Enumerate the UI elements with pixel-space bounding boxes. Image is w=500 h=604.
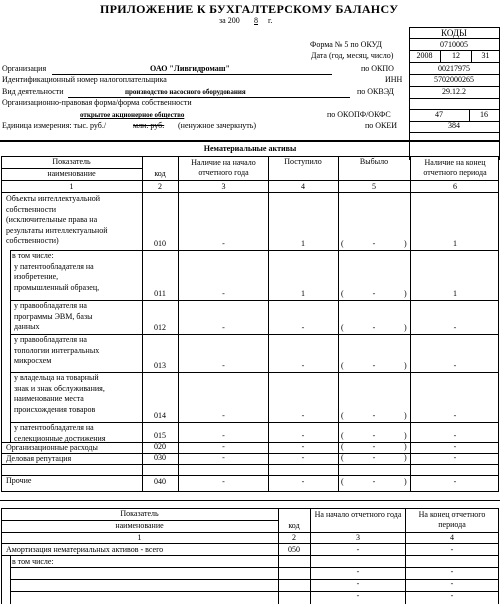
s2-header-divider <box>1 532 499 533</box>
s1-row-paren-close: ) <box>404 477 407 486</box>
s2-subrow-start: - <box>356 591 360 600</box>
s1-colnum-3: 3 <box>221 182 226 191</box>
s1-row-paren-open: ( <box>341 453 344 462</box>
s1-row-received: - <box>301 323 305 332</box>
date-day: 31 <box>481 51 490 60</box>
inn-text: Идентификационный номер налогоплательщика <box>2 75 167 84</box>
s1-row-paren-close: ) <box>404 239 407 248</box>
s1-colnum-6: 6 <box>453 182 457 191</box>
s1-row-retired: - <box>372 239 376 248</box>
org-name: ОАО "Ливгидромаш" <box>150 64 230 73</box>
s1-row-start: - <box>222 239 225 248</box>
s1-row-paren-close: ) <box>404 431 407 440</box>
s1-row-paren-close: ) <box>404 453 407 462</box>
s1-indicator-divider <box>1 168 142 169</box>
s1-row-retired: - <box>372 361 376 370</box>
s1-row-code: 013 <box>154 361 166 370</box>
period-prefix: за 200 <box>219 16 240 25</box>
s1-row-label: Объекты интеллектуальной <box>6 194 101 203</box>
s1-row-label: данных <box>14 322 40 331</box>
s1-row-retired: - <box>372 411 376 420</box>
s1-row-label: собственности <box>6 204 57 214</box>
s1-row-received: - <box>301 442 305 451</box>
activity-value: производство насосного оборудования <box>125 88 246 96</box>
amortization-start: - <box>356 545 360 554</box>
s2-indicator-divider <box>1 520 278 521</box>
s1-row-paren-close: ) <box>404 323 407 332</box>
s2-subrow-end: - <box>450 567 454 576</box>
okei-label: по ОКЕИ <box>365 121 398 130</box>
s1-indent-line <box>10 250 11 442</box>
s1-row-label: результаты интеллектуальной <box>6 225 108 235</box>
s1-header-divider <box>1 180 499 181</box>
s1-row-end: - <box>453 411 457 420</box>
s2-col-start: На начало отчетного года <box>314 510 402 519</box>
s2-numbers-divider <box>1 543 499 544</box>
s1-row-label: у правообладателя на <box>14 335 87 344</box>
s1-colnum-1: 1 <box>69 182 74 191</box>
s2-colnum-2: 2 <box>292 533 296 542</box>
s2-row-divider <box>1 555 499 556</box>
s1-col-code: код <box>154 169 166 178</box>
s2-col-code: код <box>288 521 300 530</box>
unit-text-1: Единица измерения: тыс. руб./ <box>2 121 107 130</box>
okfs-value: 16 <box>480 110 488 119</box>
inn-label: ИНН <box>385 75 403 84</box>
s1-col-end: Наличие на конец отчетного периода <box>423 158 487 177</box>
s2-colnum-4: 4 <box>450 533 454 542</box>
amortization-end: - <box>450 545 454 554</box>
s1-row-paren-open: ( <box>341 411 344 420</box>
okved-label: по ОКВЭД <box>357 87 394 96</box>
s1-row-paren-open: ( <box>341 477 344 486</box>
s1-row-retired: - <box>372 477 376 486</box>
s1-row-start: - <box>222 361 225 370</box>
s1-colnum-2: 2 <box>158 182 162 191</box>
s1-row-end: - <box>453 431 457 440</box>
s1-row-divider <box>1 475 499 476</box>
s1-row-paren-open: ( <box>341 361 344 370</box>
legal-form-value: открытое акционерное общество <box>80 111 185 119</box>
s1-row-end: - <box>453 477 457 486</box>
s1-row-received: - <box>301 453 305 462</box>
s1-col-start: Наличие на начало отчетного года <box>191 158 256 177</box>
s1-row-received: - <box>301 411 305 420</box>
s1-row-paren-close: ) <box>404 361 407 370</box>
okud-label: Форма № 5 по ОКУД <box>310 40 382 49</box>
s1-row-label: (исключительные права на <box>6 215 98 224</box>
s1-row-paren-open: ( <box>341 289 344 298</box>
s1-row-label: наименование места <box>14 394 84 403</box>
s1-row-start: - <box>222 477 225 486</box>
s1-row-label: программы ЭВМ, базы <box>14 311 93 321</box>
s1-row-label: у владельца на товарный <box>14 373 99 382</box>
s1-row-retired: - <box>372 453 376 462</box>
period-year: 8 <box>254 16 258 25</box>
s1-row-code: 020 <box>154 442 166 451</box>
s1-row-paren-open: ( <box>341 323 344 332</box>
s2-col-divider <box>278 508 279 604</box>
period-suffix: г. <box>268 16 273 25</box>
s1-row-label: у правообладателя на <box>14 301 87 310</box>
s1-row-divider <box>1 464 499 465</box>
s2-subrow-end: - <box>450 579 454 588</box>
s1-row-paren-open: ( <box>341 431 344 440</box>
s2-col-indicator: Показатель <box>120 509 159 518</box>
s1-row-received: - <box>301 361 305 370</box>
s1-row-end: 1 <box>453 289 457 298</box>
s1-row-received: 1 <box>301 289 305 298</box>
s1-row-end: - <box>453 323 457 332</box>
s1-row-paren-open: ( <box>341 239 344 248</box>
unit-text-2: (ненужное зачеркнуть) <box>178 121 257 130</box>
legal-form-label: Организационно-правовая форма/форма собственности <box>2 98 192 107</box>
s1-row-end: - <box>453 361 457 370</box>
date-year: 2008 <box>416 51 433 60</box>
s1-row-start: - <box>222 453 225 462</box>
codes-label: КОДЫ <box>441 28 467 38</box>
s1-row-code: 030 <box>154 453 166 462</box>
s1-row-label: Организационные расходы <box>6 443 98 452</box>
s1-row-start: - <box>222 411 225 420</box>
s1-row-label: у патентообладателя на <box>14 423 94 432</box>
s1-row-label: Прочие <box>6 476 32 485</box>
s1-row-retired: - <box>372 431 376 440</box>
s2-subrow-start: - <box>356 579 360 588</box>
s1-row-received: - <box>301 477 305 486</box>
s1-col-indicator: Показатель <box>52 157 91 166</box>
including-label: в том числе: <box>12 557 54 566</box>
s1-col-retired: Выбыло <box>359 157 389 166</box>
s2-col-end: На конец отчетного периода <box>418 510 486 529</box>
s2-subrow-end: - <box>450 591 454 600</box>
s1-row-start: - <box>222 289 225 298</box>
s1-row-code: 012 <box>154 323 166 332</box>
s1-row-label: у патентообладателя на <box>14 261 94 271</box>
okpo-label: по ОКПО <box>361 64 394 73</box>
s1-col-name: наименование <box>47 169 96 178</box>
s1-row-received: - <box>301 431 305 440</box>
s1-row-label: микросхем <box>14 356 52 365</box>
s1-row-received: 1 <box>301 239 305 248</box>
s2-col-name: наименование <box>115 521 164 530</box>
section1-title: Нематериальные активы <box>203 144 297 153</box>
s2-subrow-start: - <box>356 567 360 576</box>
s1-row-code: 040 <box>154 477 166 486</box>
s1-row-label: промышленный образец, <box>14 282 100 292</box>
s1-row-label: Деловая репутация <box>6 454 72 463</box>
s1-row-paren-open: ( <box>341 442 344 451</box>
s1-colnum-5: 5 <box>372 182 376 191</box>
date-label: Дата (год, месяц, число) <box>311 51 394 60</box>
s1-numbers-divider <box>1 192 499 193</box>
s1-row-start: - <box>222 431 225 440</box>
unit-text-strike: млн. руб. <box>133 121 165 130</box>
okei-value: 384 <box>448 121 460 130</box>
okved-value: 29.12.2 <box>442 87 466 96</box>
page-title: ПРИЛОЖЕНИЕ К БУХГАЛТЕРСКОМУ БАЛАНСУ <box>100 2 399 16</box>
activity-label: Вид деятельности <box>2 87 64 96</box>
s1-row-label: происхождения товаров <box>14 404 96 414</box>
okpo-value: 00217975 <box>438 64 470 73</box>
s1-row-code: 015 <box>154 431 166 440</box>
amortization-code: 050 <box>288 545 300 554</box>
amortization-label: Амортизация нематериальных активов - всего <box>6 545 164 554</box>
s1-row-retired: - <box>372 289 376 298</box>
s1-row-label: собственности) <box>6 236 59 245</box>
okud-value: 0710005 <box>440 40 468 49</box>
s1-row-label: в том числе: <box>12 251 54 260</box>
s1-row-start: - <box>222 323 225 332</box>
s1-row-label: топологии интегральных <box>14 345 100 355</box>
s1-row-paren-close: ) <box>404 442 407 451</box>
s2-colnum-1: 1 <box>137 533 142 542</box>
s1-row-end: - <box>453 442 457 451</box>
s1-row-paren-close: ) <box>404 411 407 420</box>
s1-row-divider <box>10 250 499 251</box>
s1-colnum-4: 4 <box>301 182 305 191</box>
s2-colnum-3: 3 <box>356 533 360 542</box>
s2-col-divider <box>405 508 406 604</box>
date-month: 12 <box>452 51 460 60</box>
s1-row-code: 010 <box>154 239 166 248</box>
s1-row-label: селекционные достижения <box>14 433 106 443</box>
s1-row-retired: - <box>372 442 376 451</box>
s1-row-paren-close: ) <box>404 289 407 298</box>
s1-row-end: - <box>453 453 457 462</box>
s1-row-code: 014 <box>154 411 166 420</box>
s1-row-label: знак и знак обслуживания, <box>14 383 105 393</box>
okopf-value: 47 <box>435 110 443 119</box>
s1-row-end: 1 <box>453 239 457 248</box>
okopf-label: по ОКОПФ/ОКФС <box>327 110 391 119</box>
s1-col-received: Поступило <box>284 157 322 166</box>
s1-row-code: 011 <box>154 289 166 298</box>
s1-row-retired: - <box>372 323 376 332</box>
s1-row-start: - <box>222 442 225 451</box>
s2-col-divider <box>310 508 311 604</box>
inn-value: 5702000265 <box>434 75 474 84</box>
s1-row-label: изобретение, <box>14 272 59 281</box>
org-label: Организация <box>2 64 47 73</box>
